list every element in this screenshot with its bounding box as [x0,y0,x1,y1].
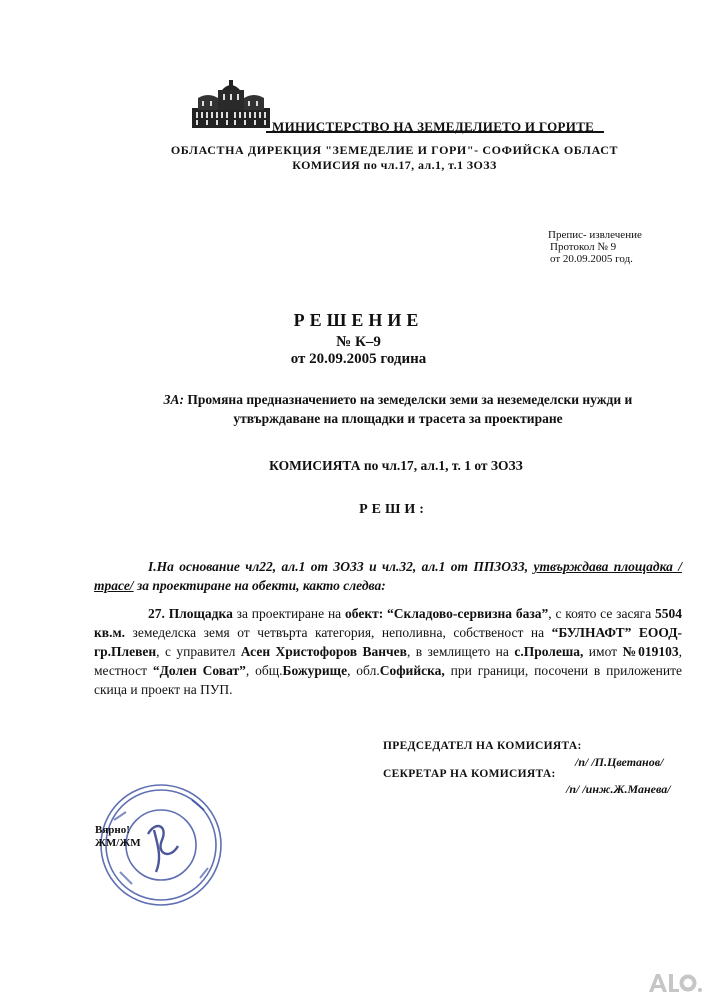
item-region: Софийска, [379,663,445,678]
item-village: с.Пролеша, [514,644,584,659]
subject-label: ЗА: [163,392,185,407]
item-manager: Асен Христофоров Ванчев [240,644,407,659]
item-locality: “Долен Соват” [152,663,246,678]
secretary-name: /п/ /инж.Ж.Манева/ [566,782,671,796]
chairman-title: ПРЕДСЕДАТЕЛ НА КОМИСИЯТА: [383,740,582,752]
decides-heading: РЕШИ: [359,502,428,517]
item-area: 5504 кв.м. [94,606,683,640]
item-text: при граници, посочени в приложените скица и проект на ПУП. [94,663,682,697]
decision-date: от 20.09.2005 година [290,351,427,367]
reference-line-1: Препис- извлечение [548,229,642,241]
item-text: , в землището на [406,644,515,659]
ministry-building-icon [190,80,272,130]
item-text: , общ. [245,663,283,678]
item-text: земеделска земя от четвърта категория, неполивна, собственост на [125,625,552,640]
directorate-name: ОБЛАСТНА ДИРЕКЦИЯ "ЗЕМЕДЕЛИЕ И ГОРИ"- СОФИЙСКА ОБЛАСТ [170,143,619,157]
item-text: , местност [94,644,682,678]
item-text: , с която се засяга [548,606,656,621]
subject-text: Промяна предназначението на земеделски земи за неземеделски нужди и утвърждаване на площадки и трасета за проектиране [184,392,633,426]
header-rule [266,131,604,133]
commission-line: КОМИСИЯТА по чл.17, ал.1, т. 1 от ЗОЗЗ [269,458,523,473]
item-object: обект: “Складово-сервизна база” [345,606,549,621]
alo-bg-watermark-icon [645,970,710,996]
secretary-title: СЕКРЕТАР НА КОМИСИЯТА: [383,768,556,780]
item-municipality: Божурище [282,663,348,678]
certified-initials: ЖМ/ЖМ [95,837,141,849]
paragraph-basis-text: І.На основание чл22, ал.1 от ЗОЗЗ и чл.32, ал.1 от ППЗОЗЗ, [148,559,534,574]
certified-true-copy [95,824,141,850]
item-property-number: №019103 [622,644,679,659]
certified-label: Вярно! [95,824,130,836]
reference-line-3: от 20.09.2005 год. [550,253,633,265]
decision-number: № К–9 [336,334,381,350]
item-text: имот [583,644,623,659]
ministry-name: МИНИСТЕРСТВО НА ЗЕМЕДЕЛИЕТО И ГОРИТЕ [272,119,595,134]
paragraph-basis-tail: за проектиране на обекти, както следва: [133,578,386,593]
paragraph-item-27 [94,604,682,699]
commission-header: КОМИСИЯ по чл.17, ал.1, т.1 ЗОЗЗ [292,158,497,172]
reference-line-2: Протокол № 9 [550,241,617,253]
decision-title: РЕШЕНИЕ [293,310,424,330]
item-number: 27. Площадка [148,606,233,621]
item-text: , обл. [347,663,380,678]
paragraph-basis [94,557,682,595]
chairman-name: /п/ /П.Цветанов/ [575,755,664,769]
decision-subject [143,390,653,428]
item-text: за проектиране на [232,606,346,621]
item-text: , с управител [156,644,241,659]
paragraph-basis-underlined: утвърждава площадка /трасе/ [94,559,683,593]
item-owner: “БУЛНАФТ” ЕООД-гр.Плевен [94,625,682,659]
